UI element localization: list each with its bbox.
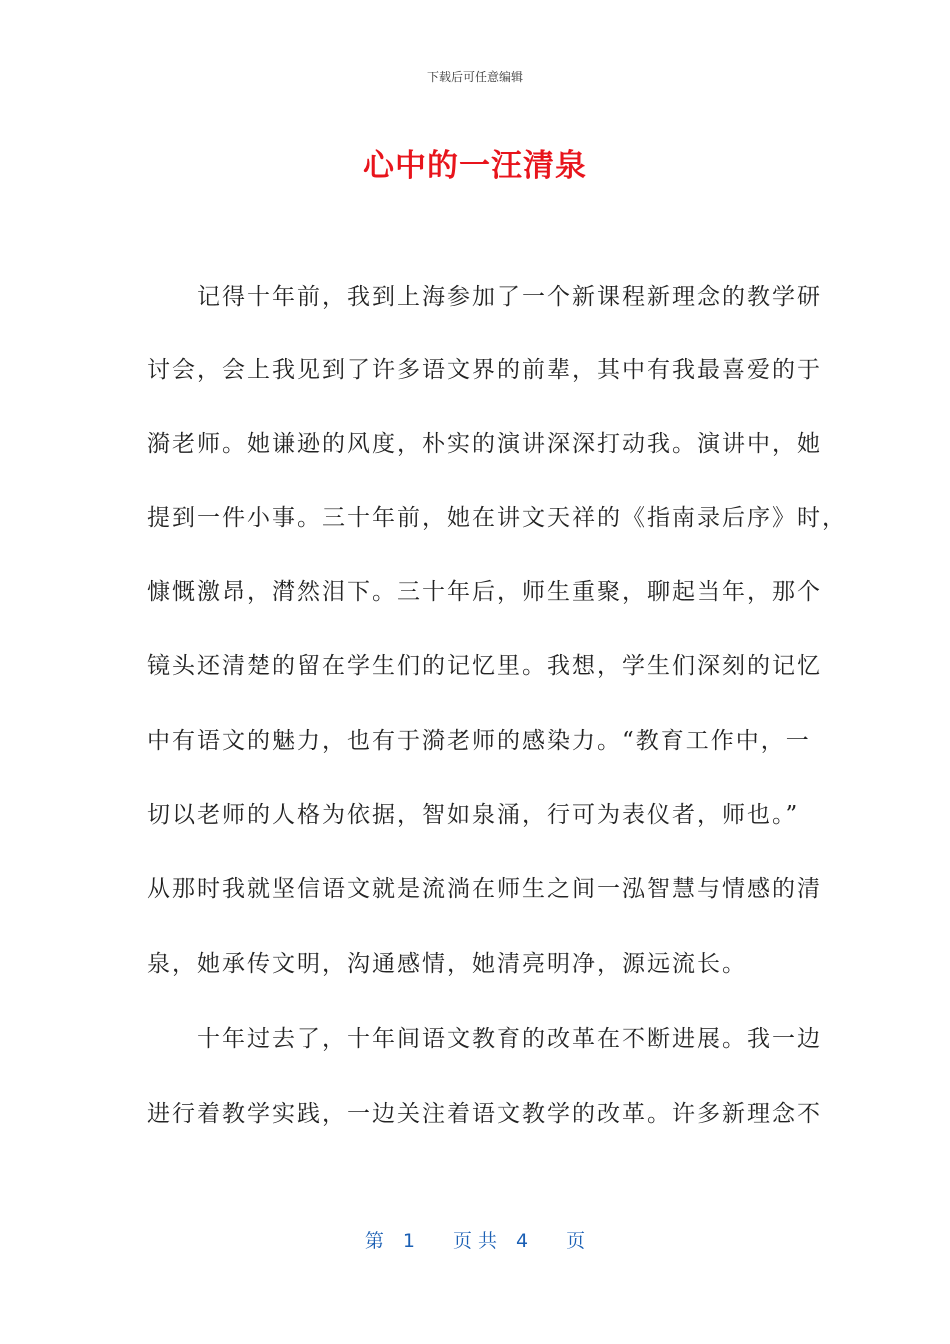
body-line: 从那时我就坚信语文就是流淌在师生之间一泓智慧与情感的清: [147, 876, 822, 902]
body-line: 进行着教学实践，一边关注着语文教学的改革。许多新理念不: [147, 1101, 822, 1127]
body-line: 中有语文的魅力，也有于漪老师的感染力。“教育工作中，一: [147, 728, 811, 754]
document-title: 心中的一汪清泉: [363, 148, 587, 184]
body-line: 十年过去了，十年间语文教育的改革在不断进展。我一边: [147, 1026, 822, 1052]
body-line: 镜头还清楚的留在学生们的记忆里。我想，学生们深刻的记忆: [147, 653, 822, 679]
body-line: 记得十年前，我到上海参加了一个新课程新理念的教学研: [147, 284, 822, 310]
body-line: 讨会，会上我见到了许多语文界的前辈，其中有我最喜爱的于: [147, 357, 822, 383]
body-line: 慷慨激昂，潸然泪下。三十年后，师生重聚，聊起当年，那个: [147, 579, 822, 605]
body-line: 提到一件小事。三十年前，她在讲文天祥的《指南录后序》时，: [147, 505, 847, 531]
body-line: 漪老师。她谦逊的风度，朴实的演讲深深打动我。演讲中，她: [147, 431, 822, 457]
body-line: 切以老师的人格为依据，智如泉涌，行可为表仪者，师也。”: [147, 802, 800, 828]
body-line: 泉，她承传文明，沟通感情，她清亮明净，源远流长。: [147, 951, 747, 977]
header-note: 下载后可任意编辑: [426, 70, 523, 84]
page-number-footer: 第 1 页 共 4 页: [364, 1230, 586, 1252]
